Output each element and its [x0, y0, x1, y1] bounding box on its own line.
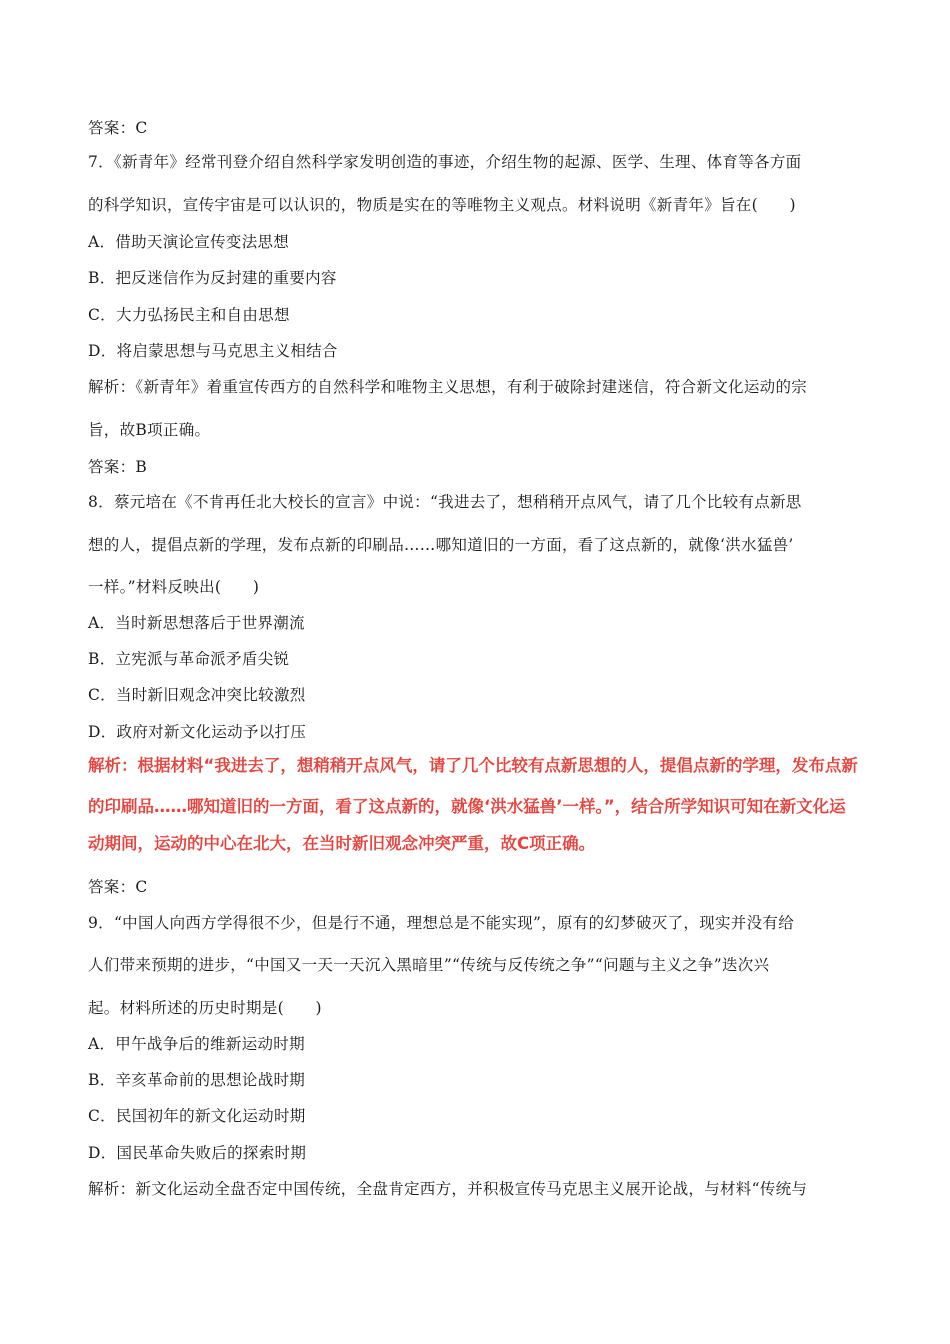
text-line: C．当时新旧观念冲突比较激烈: [88, 686, 306, 704]
text-line: 起。材料所述的历史时期是( ): [88, 999, 322, 1017]
text-line: A．当时新思想落后于世界潮流: [88, 614, 305, 632]
text-line: 想的人，提倡点新的学理，发布点新的印刷品……哪知道旧的一方面，看了这点新的，就像‘洪水猛兽’: [88, 536, 794, 554]
text-line: 的科学知识，宣传宇宙是可以认识的，物质是实在的等唯物主义观点。材料说明《新青年》旨在( ): [88, 196, 796, 214]
text-line: C．民国初年的新文化运动时期: [88, 1107, 306, 1125]
text-line: B．辛亥革命前的思想论战时期: [88, 1071, 306, 1089]
text-line: 解析：新文化运动全盘否定中国传统，全盘肯定西方，并积极宣传马克思主义展开论战，与材料“传统与: [88, 1180, 808, 1198]
text-line: 一样。”材料反映出( ): [88, 578, 260, 596]
text-line: 9．“中国人向西方学得很不少，但是行不通，理想总是不能实现”，原有的幻梦破灭了，现实并没有给: [88, 914, 795, 932]
highlighted-analysis-line: 动期间，运动的中心在北大，在当时新旧观念冲突严重，故C项正确。: [88, 834, 596, 853]
text-line: A．甲午战争后的维新运动时期: [88, 1035, 305, 1053]
text-line: C．大力弘扬民主和自由思想: [88, 306, 290, 324]
text-line: D．国民革命失败后的探索时期: [88, 1144, 307, 1162]
text-line: D．将启蒙思想与马克思主义相结合: [88, 342, 338, 360]
highlighted-analysis-line: 的印刷品……哪知道旧的一方面，看了这点新的，就像‘洪水猛兽’一样。”，结合所学知识可知在新文化运: [88, 797, 846, 816]
text-line: 解析：《新青年》着重宣传西方的自然科学和唯物主义思想，有利于破除封建迷信，符合新文化运动的宗: [88, 378, 808, 396]
text-line: A．借助天演论宣传变法思想: [88, 233, 290, 251]
text-line: 答案：C: [88, 119, 148, 137]
highlighted-analysis-line: 解析：根据材料“我进去了，想稍稍开点风气，请了几个比较有点新思想的人，提倡点新的学理，发布点新: [88, 756, 858, 775]
text-line: 答案：C: [88, 878, 148, 896]
text-line: 旨，故B项正确。: [88, 421, 211, 439]
text-line: 答案：B: [88, 458, 148, 476]
text-line: 8．蔡元培在《不肯再任北大校长的宣言》中说：“我进去了，想稍稍开点风气，请了几个比较有点新思: [88, 493, 802, 511]
text-line: 7．《新青年》经常刊登介绍自然科学家发明创造的事迹，介绍生物的起源、医学、生理、体育等各方面: [88, 153, 802, 171]
text-line: B．立宪派与革命派矛盾尖锐: [88, 650, 290, 668]
text-line: D．政府对新文化运动予以打压: [88, 723, 307, 741]
text-line: B．把反迷信作为反封建的重要内容: [88, 269, 337, 287]
text-line: 人们带来预期的进步，“中国又一天一天沉入黑暗里”“传统与反传统之争”“问题与主义之争”迭次兴: [88, 956, 770, 974]
